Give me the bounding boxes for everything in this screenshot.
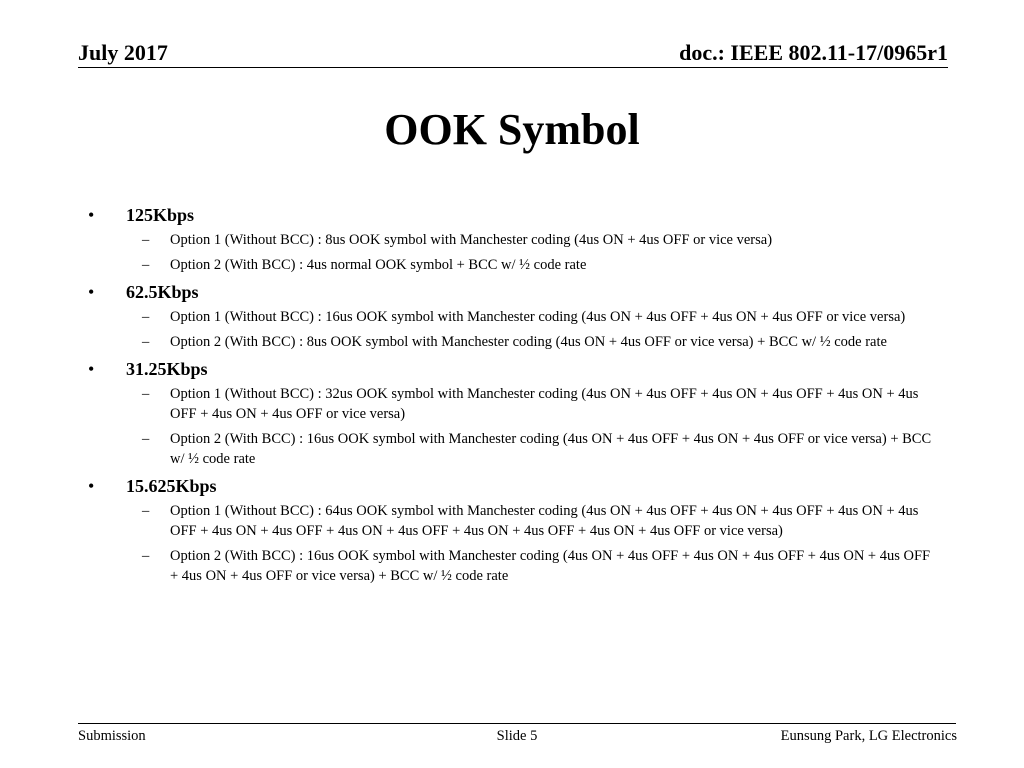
dash-marker: – — [142, 309, 150, 325]
sub-bullet-text: Option 2 (With BCC) : 16us OOK symbol with Manchester coding (4us ON + 4us OFF + 4us ON + 4us OFF + 4us ON + 4us OFF + 4us ON + 4us OFF or vice versa) + BCC w/ ½ code rate — [170, 548, 931, 584]
sub-bullet-text: Option 1 (Without BCC) : 16us OOK symbol with Manchester coding (4us ON + 4us OFF + 4us ON + 4us OFF or vice versa) — [170, 309, 906, 325]
sub-bullet-text: Option 1 (Without BCC) : 64us OOK symbol with Manchester coding (4us ON + 4us OFF + 4us ON + 4us OFF + 4us ON + 4us OFF + 4us ON + 4us OFF + 4us ON + 4us OFF + 4us ON + 4us OFF + 4us ON + 4us OFF or vice versa) — [170, 503, 919, 539]
sub-bullet — [0, 332, 938, 352]
bullet-label: 15.625Kbps — [126, 476, 217, 496]
header-doc-id: doc.: IEEE 802.11-17/0965r1 — [679, 40, 948, 65]
sub-bullet — [0, 230, 938, 250]
dash-marker: – — [142, 548, 150, 564]
bullet-31-25kbps — [0, 357, 1024, 381]
slide-title: OOK Symbol — [384, 105, 640, 154]
footer-submission: Submission — [78, 728, 146, 744]
sub-bullet — [0, 307, 938, 327]
bullet-marker: • — [88, 205, 95, 225]
dash-marker: – — [142, 232, 150, 248]
bullet-marker: • — [88, 359, 95, 379]
bullet-15-625kbps — [0, 474, 1024, 498]
bullet-62-5kbps — [0, 280, 1024, 304]
dash-marker: – — [142, 257, 150, 273]
dash-marker: – — [142, 334, 150, 350]
footer-author: Eunsung Park, LG Electronics — [780, 728, 957, 744]
footer-slide-number: Slide 5 — [496, 728, 538, 744]
sub-bullet — [0, 429, 938, 469]
sub-bullet — [0, 546, 938, 586]
sub-bullet-text: Option 1 (Without BCC) : 32us OOK symbol with Manchester coding (4us ON + 4us OFF + 4us ON + 4us OFF + 4us ON + 4us OFF + 4us ON + 4us OFF or vice versa) — [170, 386, 919, 422]
sub-bullet — [0, 501, 938, 541]
dash-marker: – — [142, 503, 150, 519]
sub-bullet-text: Option 2 (With BCC) : 16us OOK symbol with Manchester coding (4us ON + 4us OFF + 4us ON + 4us OFF or vice versa) + BCC w/ ½ code rate — [170, 431, 932, 467]
sub-bullet-text: Option 2 (With BCC) : 4us normal OOK symbol + BCC w/ ½ code rate — [170, 257, 587, 273]
sub-bullet — [0, 255, 938, 275]
header-divider — [78, 67, 948, 68]
bullet-marker: • — [88, 476, 95, 496]
slide-content — [0, 203, 1024, 591]
dash-marker: – — [142, 386, 150, 402]
sub-bullet-text: Option 2 (With BCC) : 8us OOK symbol with Manchester coding (4us ON + 4us OFF or vice versa) + BCC w/ ½ code rate — [170, 334, 887, 350]
sub-bullet-text: Option 1 (Without BCC) : 8us OOK symbol with Manchester coding (4us ON + 4us OFF or vice versa) — [170, 232, 773, 248]
bullet-label: 125Kbps — [126, 205, 195, 225]
dash-marker: – — [142, 431, 150, 447]
bullet-marker: • — [88, 282, 95, 302]
sub-bullet — [0, 384, 938, 424]
bullet-125kbps — [0, 203, 1024, 227]
footer-divider — [78, 723, 956, 724]
bullet-label: 62.5Kbps — [126, 282, 199, 302]
header-date: July 2017 — [78, 40, 168, 65]
bullet-label: 31.25Kbps — [126, 359, 208, 379]
